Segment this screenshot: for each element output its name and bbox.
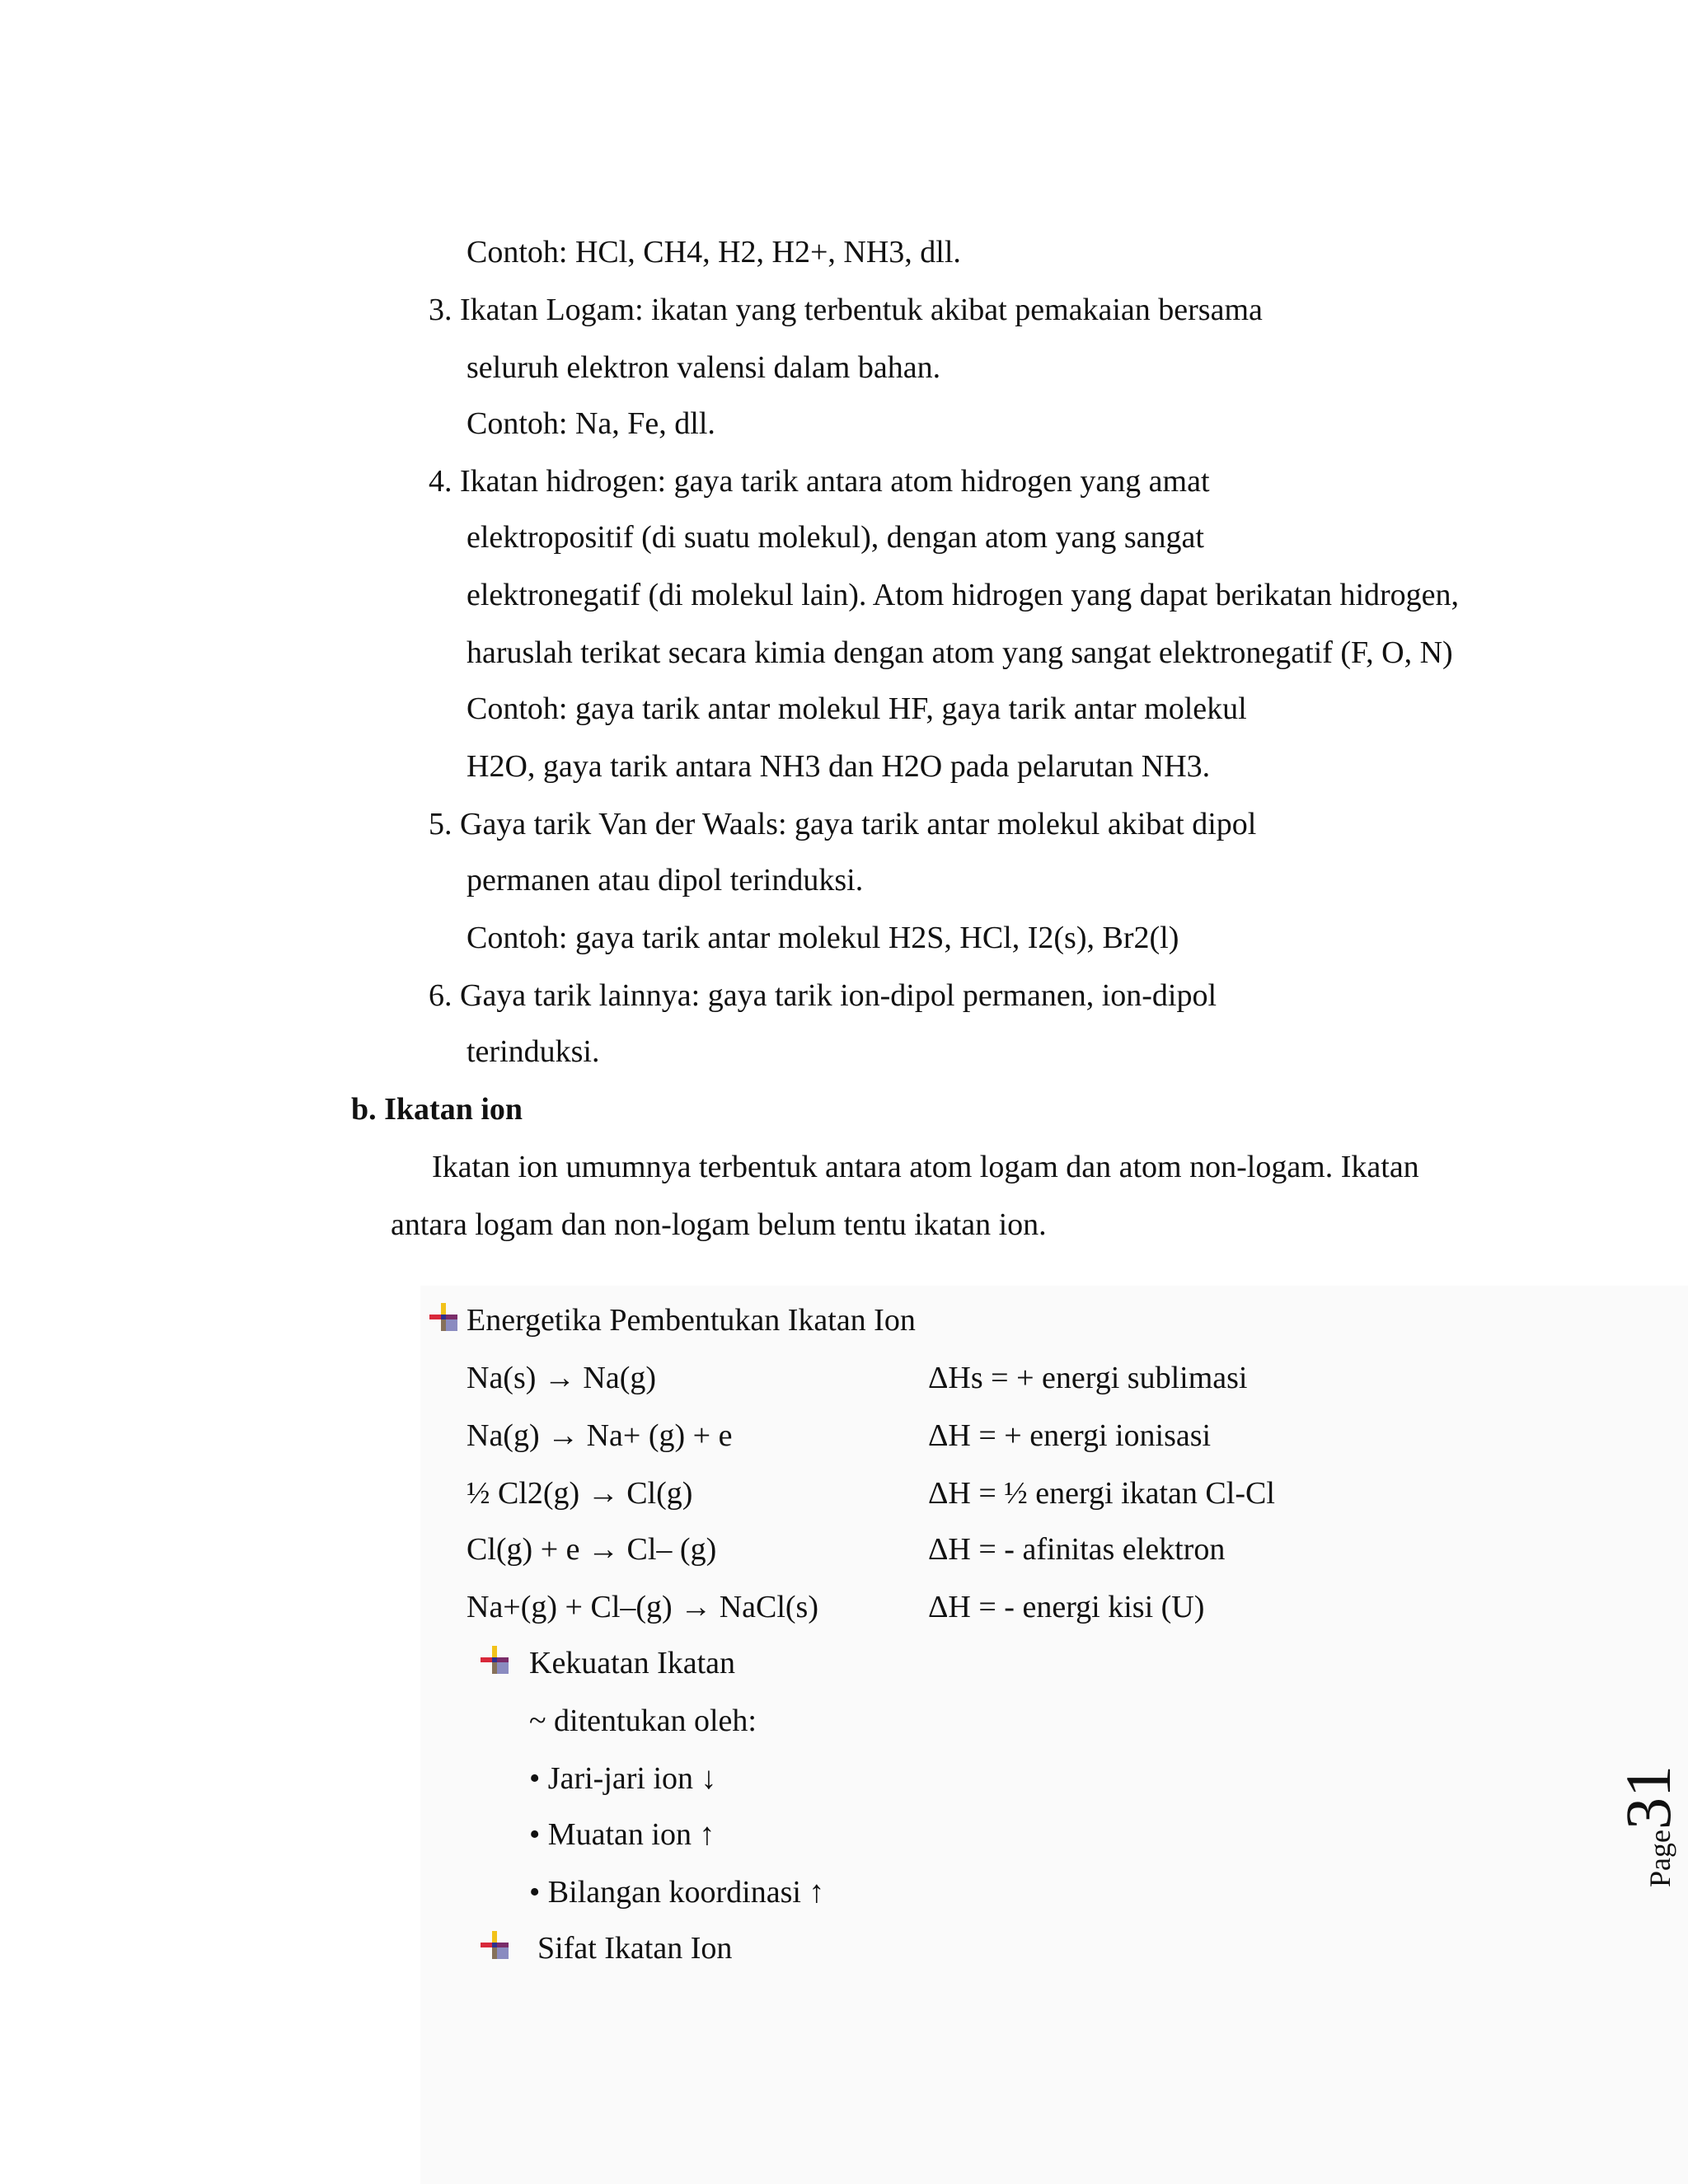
bullet-item: • Muatan ion ↑ bbox=[529, 1817, 715, 1852]
reaction-enthalpy: ΔHs = + energi sublimasi bbox=[928, 1361, 1248, 1395]
list-item-6: 6. Gaya tarik lainnya: gaya tarik ion-dipol permanen, ion-dipol bbox=[429, 978, 1217, 1013]
reaction-equation: Na(s) → Na(g) bbox=[467, 1361, 657, 1395]
page-label: Page bbox=[1643, 1830, 1676, 1887]
text-line: terinduksi. bbox=[467, 1034, 600, 1069]
bullet-plus-icon bbox=[427, 1301, 460, 1333]
reaction-enthalpy: ΔH = ½ energi ikatan Cl-Cl bbox=[928, 1476, 1275, 1511]
kekuatan-subtitle: ~ ditentukan oleh: bbox=[529, 1704, 757, 1738]
text-line: elektronegatif (di molekul lain). Atom hidrogen yang dapat berikatan hidrogen, bbox=[467, 578, 1460, 612]
text-line: permanen atau dipol terinduksi. bbox=[467, 863, 864, 898]
text-line: haruslah terikat secara kimia dengan atom yang sangat elektronegatif (F, O, N) bbox=[467, 635, 1453, 670]
text-line: Contoh: gaya tarik antar molekul HF, gaya tarik antar molekul bbox=[467, 691, 1247, 726]
reaction-equation: Na+(g) + Cl–(g) → NaCl(s) bbox=[467, 1590, 818, 1624]
paragraph-line: Ikatan ion umumnya terbentuk antara atom logam dan atom non-logam. Ikatan bbox=[432, 1150, 1419, 1184]
bullet-plus-icon bbox=[478, 1643, 511, 1676]
text-line: Contoh: HCl, CH4, H2, H2+, NH3, dll. bbox=[467, 235, 961, 269]
energetika-title: Energetika Pembentukan Ikatan Ion bbox=[467, 1303, 916, 1338]
kekuatan-title: Kekuatan Ikatan bbox=[529, 1646, 736, 1680]
text-line: Contoh: gaya tarik antar molekul H2S, HCl, I2(s), Br2(l) bbox=[467, 921, 1179, 955]
bullet-item: • Bilangan koordinasi ↑ bbox=[529, 1875, 825, 1910]
page-number-value: 31 bbox=[1612, 1765, 1684, 1830]
reaction-enthalpy: ΔH = - energi kisi (U) bbox=[928, 1590, 1205, 1624]
text-line: seluruh elektron valensi dalam bahan. bbox=[467, 350, 941, 385]
text-line: elektropositif (di suatu molekul), dengan atom yang sangat bbox=[467, 520, 1204, 555]
reaction-equation: Na(g) → Na+ (g) + e bbox=[467, 1418, 733, 1453]
reaction-enthalpy: ΔH = - afinitas elektron bbox=[928, 1532, 1226, 1567]
list-item-4: 4. Ikatan hidrogen: gaya tarik antara atom hidrogen yang amat bbox=[429, 464, 1210, 499]
paragraph-line: antara logam dan non-logam belum tentu ikatan ion. bbox=[391, 1207, 1047, 1242]
bullet-item: • Jari-jari ion ↓ bbox=[529, 1761, 717, 1796]
page-number bbox=[1611, 1657, 1684, 1887]
reaction-enthalpy: ΔH = + energi ionisasi bbox=[928, 1418, 1212, 1453]
list-item-5: 5. Gaya tarik Van der Waals: gaya tarik antar molekul akibat dipol bbox=[429, 807, 1257, 841]
list-item-3: 3. Ikatan Logam: ikatan yang terbentuk akibat pemakaian bersama bbox=[429, 293, 1263, 327]
section-heading: b. Ikatan ion bbox=[351, 1092, 523, 1127]
sifat-title: Sifat Ikatan Ion bbox=[537, 1931, 733, 1966]
text-line: H2O, gaya tarik antara NH3 dan H2O pada pelarutan NH3. bbox=[467, 749, 1211, 784]
reaction-equation: Cl(g) + e → Cl– (g) bbox=[467, 1532, 717, 1567]
bullet-plus-icon bbox=[478, 1929, 511, 1961]
reaction-equation: ½ Cl2(g) → Cl(g) bbox=[467, 1476, 693, 1511]
text-line: Contoh: Na, Fe, dll. bbox=[467, 406, 715, 441]
